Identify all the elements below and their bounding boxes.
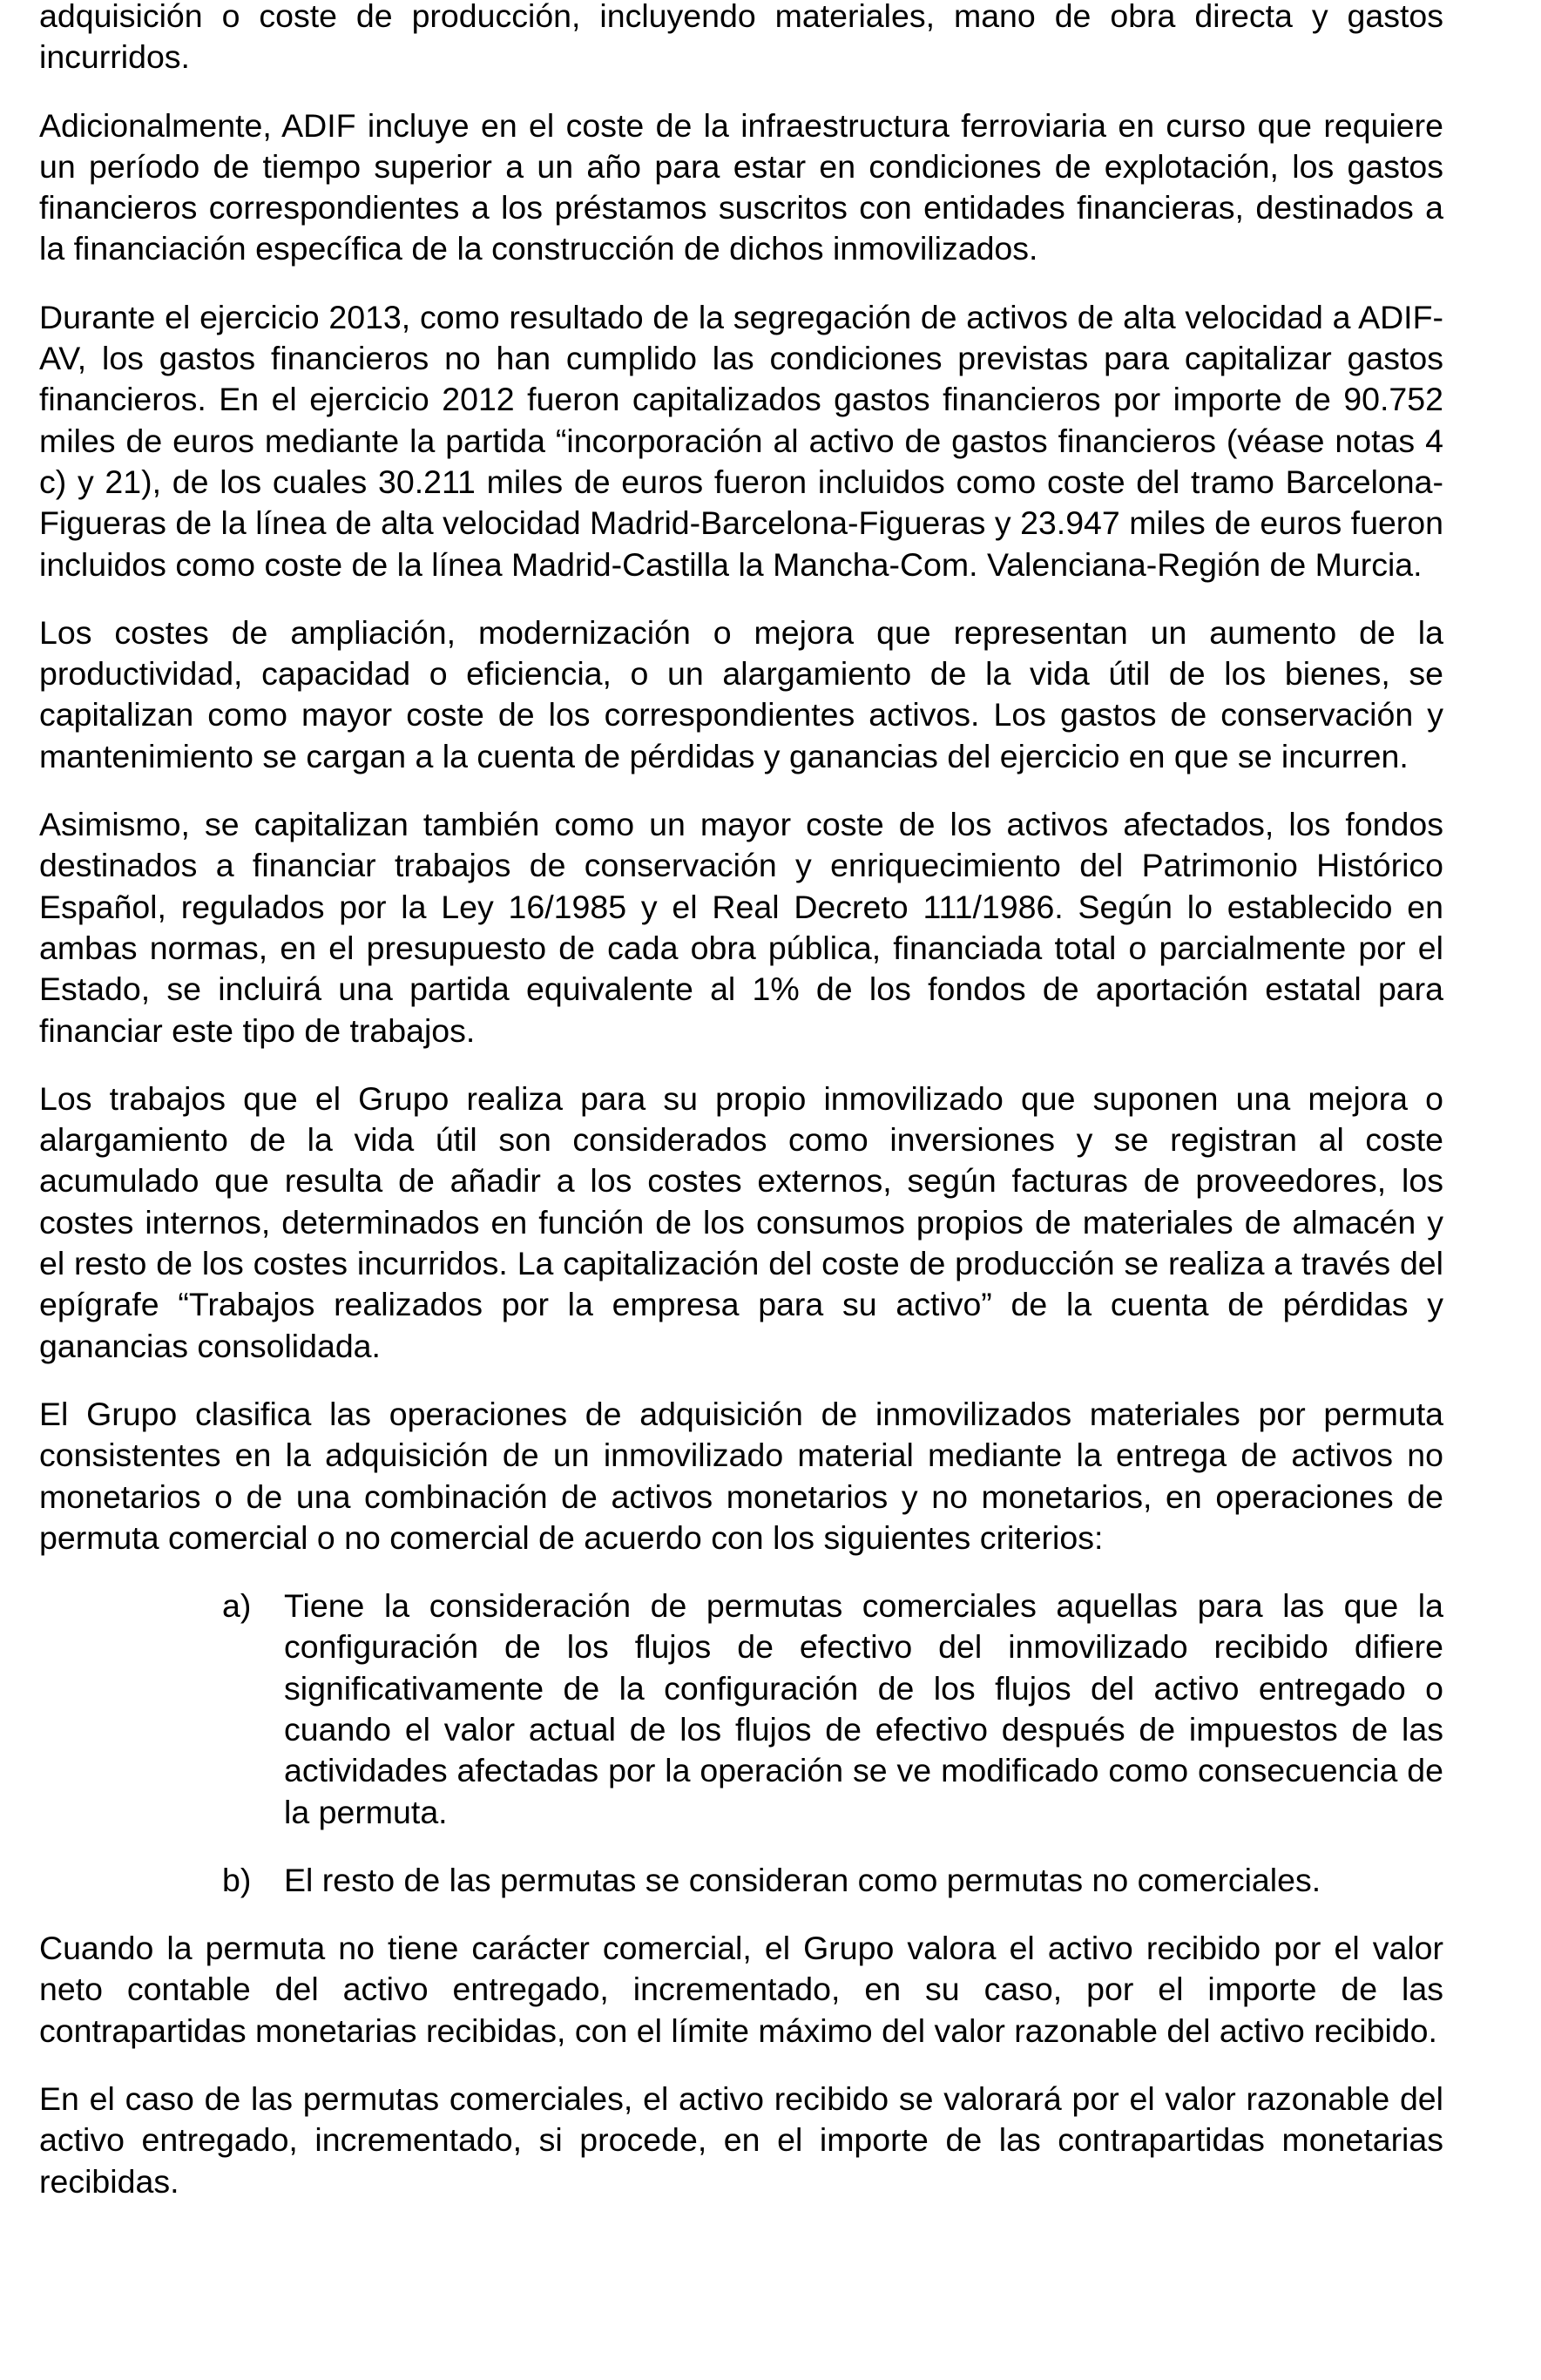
paragraph-expansion-costs: Los costes de ampliación, modernización o mejora que representan un aumento de la productividad, capacidad o eficiencia, o un alargamiento de la vida útil de los bienes, se capitalizan como mayor coste de los correspondientes activos. Los gastos de conservación y mantenimiento se cargan a la cuenta de pérdidas y ganancias del ejercicio en que se incurren. [39,613,1443,774]
list-marker: a) [222,1587,252,1625]
paragraph-exchange-classification: El Grupo clasifica las operaciones de adquisición de inmovilizados materiales por permuta consistentes en la adquisición de un inmovilizado material mediante la entrega de activos no monetarios o de una combinación de activos monetarios y no monetarios, en operaciones de permuta comercial o no comercial de acuerdo con los siguientes criterios: [39,1395,1443,1556]
list-item [39,1860,1443,1901]
list-item-text: Tiene la consideración de permutas comerciales aquellas para las que la configuración de los flujos de efectivo del inmovilizado recibido difiere significativamente de la configuración de los flujos del activo entregado o cuando el valor actual de los flujos de efectivo después de impuestos de las actividades afectadas por la operación se ve modificado como consecuencia de la permuta. [284,1587,1443,1830]
list-marker: b) [222,1861,252,1898]
paragraph-historical-heritage: Asimismo, se capitalizan también como un mayor coste de los activos afectados, los fondos destinados a financiar trabajos de conservación y enriquecimiento del Patrimonio Histórico Español, regulados por la Ley 16/1985 y el Real Decreto 111/1986. Según lo establecido en ambas normas, en el presupuesto de cada obra pública, financiada total o parcialmente por el Estado, se incluirá una partida equivalente al 1% de los fondos de aportación estatal para financiar este tipo de trabajos. [39,806,1443,1049]
paragraph-own-works: Los trabajos que el Grupo realiza para su propio inmovilizado que suponen una mejora o alargamiento de la vida útil son considerados como inversiones y se registran al coste acumulado que resulta de añadir a los costes externos, según facturas de proveedores, los costes internos, determinados en función de los consumos propios de materiales de almacén y el resto de los costes incurridos. La capitalización del coste de producción se realiza a través del epígrafe “Trabajos realizados por la empresa para su activo” de la cuenta de pérdidas y ganancias consolidada. [39,1079,1443,1364]
paragraph-non-commercial-exchange: Cuando la permuta no tiene carácter comercial, el Grupo valora el activo recibido por el valor neto contable del activo entregado, incrementado, en su caso, por el importe de las contrapartidas monetarias recibidas, con el límite máximo del valor razonable del activo recibido. [39,1930,1443,2049]
list-item-text: El resto de las permutas se consideran como permutas no comerciales. [284,1861,1321,1898]
paragraph-acquisition-cost: adquisición o coste de producción, incluyendo materiales, mano de obra directa y gastos incurridos. [39,0,1443,76]
paragraph-commercial-exchange: En el caso de las permutas comerciales, el activo recibido se valorará por el valor razonable del activo entregado, incrementado, si procede, en el importe de las contrapartidas monetarias recibidas. [39,2080,1443,2200]
paragraph-2013-segregation: Durante el ejercicio 2013, como resultado de la segregación de activos de alta velocidad a ADIF-AV, los gastos financieros no han cumplido las condiciones previstas para capitalizar gastos financieros. En el ejercicio 2012 fueron capitalizados gastos financieros por importe de 90.752 miles de euros mediante la partida “incorporación al activo de gastos financieros (véase notas 4 c) y 21), de los cuales 30.211 miles de euros fueron incluidos como coste del tramo Barcelona-Figueras de la línea de alta velocidad Madrid-Barcelona-Figueras y 23.947 miles de euros fueron incluidos como coste de la línea Madrid-Castilla la Mancha-Com. Valenciana-Región de Murcia. [39,298,1443,583]
paragraph-financial-costs: Adicionalmente, ADIF incluye en el coste de la infraestructura ferroviaria en curso que requiere un período de tiempo superior a un año para estar en condiciones de explotación, los gastos financieros correspondientes a los préstamos suscritos con entidades financieras, destinados a la financiación específica de la construcción de dichos inmovilizados. [39,106,1443,267]
list-item [39,1586,1443,1833]
criteria-list [39,1586,1443,1901]
